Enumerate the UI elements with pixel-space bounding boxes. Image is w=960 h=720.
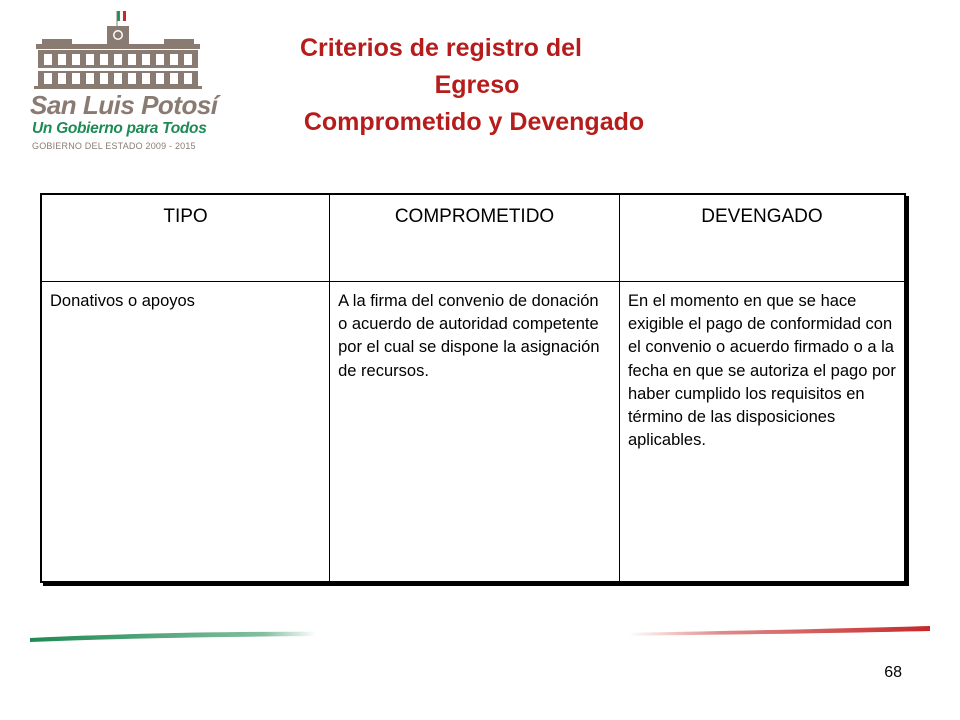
slide-title: [230, 30, 710, 141]
logo-tagline: Un Gobierno para Todos: [32, 120, 207, 137]
cell-comprometido: A la firma del convenio de donación o acuerdo de autoridad competente por el cual se dispone la asignación de recursos.: [330, 282, 620, 583]
title-line-2: Egreso: [434, 71, 520, 99]
header-devengado: DEVENGADO: [619, 194, 905, 282]
title-line-1: Criterios de registro del: [299, 34, 583, 62]
page-number: 68: [884, 664, 902, 681]
logo-period: GOBIERNO DEL ESTADO 2009 - 2015: [32, 141, 196, 151]
decorative-swoosh: [30, 620, 930, 650]
table-row: [41, 282, 905, 583]
criteria-table: [40, 193, 906, 583]
title-line-3: Comprometido y Devengado: [303, 108, 645, 136]
header-comprometido: COMPROMETIDO: [330, 194, 620, 282]
logo-brand-text: San Luis Potosí: [30, 90, 218, 120]
table-header-row: [41, 194, 905, 282]
cell-devengado: En el momento en que se hace exigible el pago de conformidad con el convenio o acuerdo firmado o a la fecha en que se autoriza el pago por haber cumplido los requisitos en término de las disposiciones aplicables.: [619, 282, 905, 583]
cell-tipo: Donativos o apoyos: [41, 282, 330, 583]
header-tipo: TIPO: [41, 194, 330, 282]
